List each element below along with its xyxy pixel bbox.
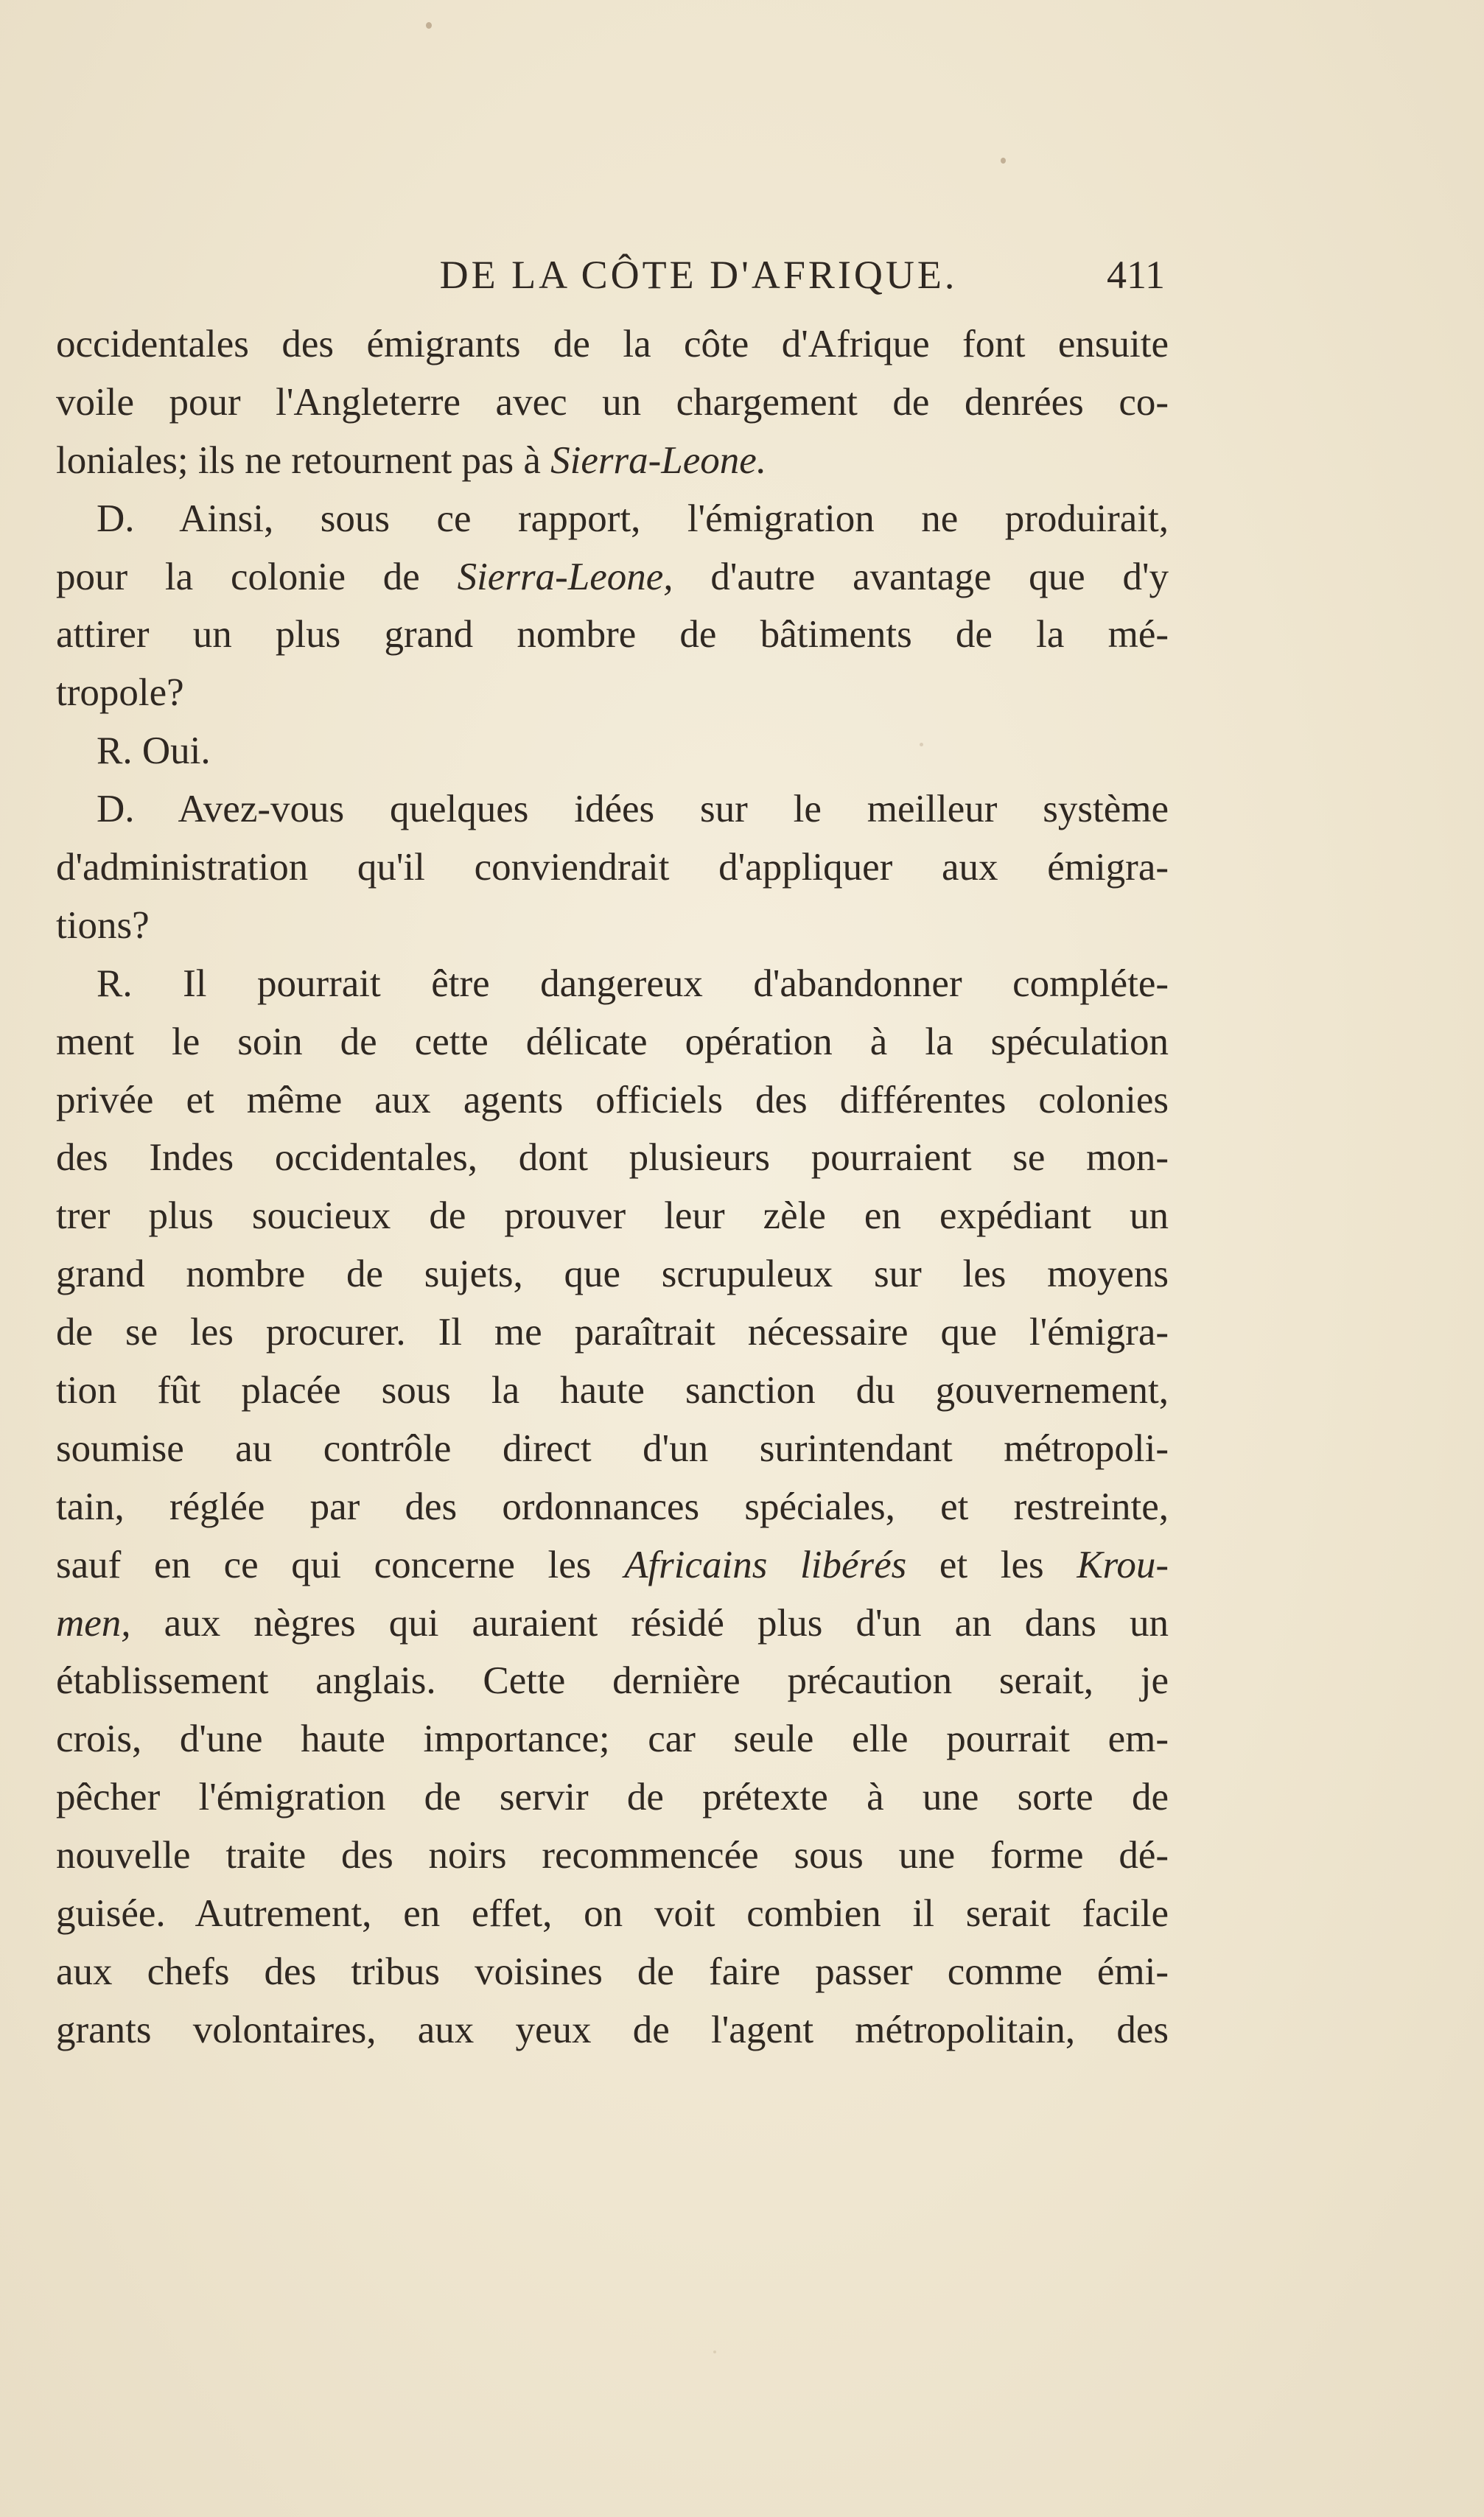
text-line: trer plus soucieux de prouver leur zèle en expédiant un bbox=[56, 1194, 1169, 1238]
text-line: soumise au contrôle direct d'un surintendant métropoli- bbox=[56, 1426, 1169, 1470]
text-line: de se les procurer. Il me paraîtrait nécessaire que l'émigra- bbox=[56, 1311, 1169, 1354]
text-span: loniales; ils ne retournent pas à bbox=[56, 438, 541, 482]
text-line: occidentales des émigrants de la côte d'Afrique font ensuite bbox=[56, 323, 1169, 365]
text-line: nouvelle traite des noirs recommencée sous une forme dé- bbox=[56, 1834, 1169, 1877]
text-line bbox=[56, 1536, 1169, 1594]
text-line: privée et même aux agents officiels des différentes colonies bbox=[56, 1078, 1169, 1121]
paper-speck bbox=[713, 2350, 716, 2353]
text-line: attirer un plus grand nombre de bâtiments de la mé- bbox=[56, 613, 1169, 657]
italic-place-name: Sierra-Leone. bbox=[550, 438, 767, 482]
text-line: D. Ainsi, sous ce rapport, l'émigration ne produirait, bbox=[97, 497, 1169, 540]
text-line: des Indes occidentales, dont plusieurs pourraient se mon- bbox=[56, 1136, 1169, 1180]
text-span: aux nègres qui auraient résidé plus d'un an dans un bbox=[164, 1601, 1169, 1645]
body-text bbox=[56, 315, 1169, 2059]
text-line: guisée. Autrement, en effet, on voit combien il serait facile bbox=[56, 1892, 1169, 1936]
text-line: tropole? bbox=[56, 671, 184, 715]
text-line: tions? bbox=[56, 903, 150, 947]
text-line: grants volontaires, aux yeux de l'agent métropolitain, des bbox=[56, 2008, 1169, 2051]
text-span: sauf en ce qui concerne les bbox=[56, 1543, 592, 1586]
text-line: crois, d'une haute importance; car seule elle pourrait em- bbox=[56, 1718, 1169, 1761]
text-line: voile pour l'Angleterre avec un chargement de denrées co- bbox=[56, 380, 1169, 424]
italic-term: men, bbox=[56, 1601, 131, 1645]
text-line: tain, réglée par des ordonnances spéciales, et restreinte, bbox=[56, 1485, 1169, 1528]
text-line: grand nombre de sujets, que scrupuleux sur les moyens bbox=[56, 1253, 1169, 1296]
page-number: 411 bbox=[1107, 253, 1165, 297]
text-line: tion fût placée sous la haute sanction du gouvernement, bbox=[56, 1369, 1169, 1412]
text-line: R. Il pourrait être dangereux d'abandonner compléte- bbox=[97, 962, 1169, 1005]
text-line bbox=[56, 548, 1169, 606]
text-line: ment le soin de cette délicate opération à la spéculation bbox=[56, 1020, 1169, 1063]
text-span: d'autre avantage que d'y bbox=[710, 555, 1169, 598]
text-line bbox=[56, 1594, 1169, 1653]
text-line: aux chefs des tribus voisines de faire passer comme émi- bbox=[56, 1950, 1169, 1993]
paper-speck bbox=[1001, 158, 1006, 164]
text-line: D. Avez-vous quelques idées sur le meilleur système bbox=[97, 788, 1169, 831]
text-line: R. Oui. bbox=[97, 729, 211, 773]
text-span: pour la colonie de bbox=[56, 555, 420, 598]
text-line: établissement anglais. Cette dernière précaution serait, je bbox=[56, 1659, 1169, 1703]
italic-term: Africains libérés bbox=[624, 1543, 907, 1586]
text-line bbox=[56, 432, 1169, 490]
text-line: d'administration qu'il conviendrait d'appliquer aux émigra- bbox=[56, 846, 1169, 889]
italic-term: Krou- bbox=[1077, 1543, 1169, 1586]
text-line: pêcher l'émigration de servir de prétexte à une sorte de bbox=[56, 1776, 1169, 1819]
paper-speck bbox=[426, 22, 432, 29]
page-header bbox=[308, 249, 1165, 301]
text-span: et les bbox=[939, 1543, 1044, 1586]
italic-place-name: Sierra-Leone, bbox=[457, 555, 673, 598]
running-title: DE LA CÔTE D'AFRIQUE. bbox=[439, 253, 958, 297]
